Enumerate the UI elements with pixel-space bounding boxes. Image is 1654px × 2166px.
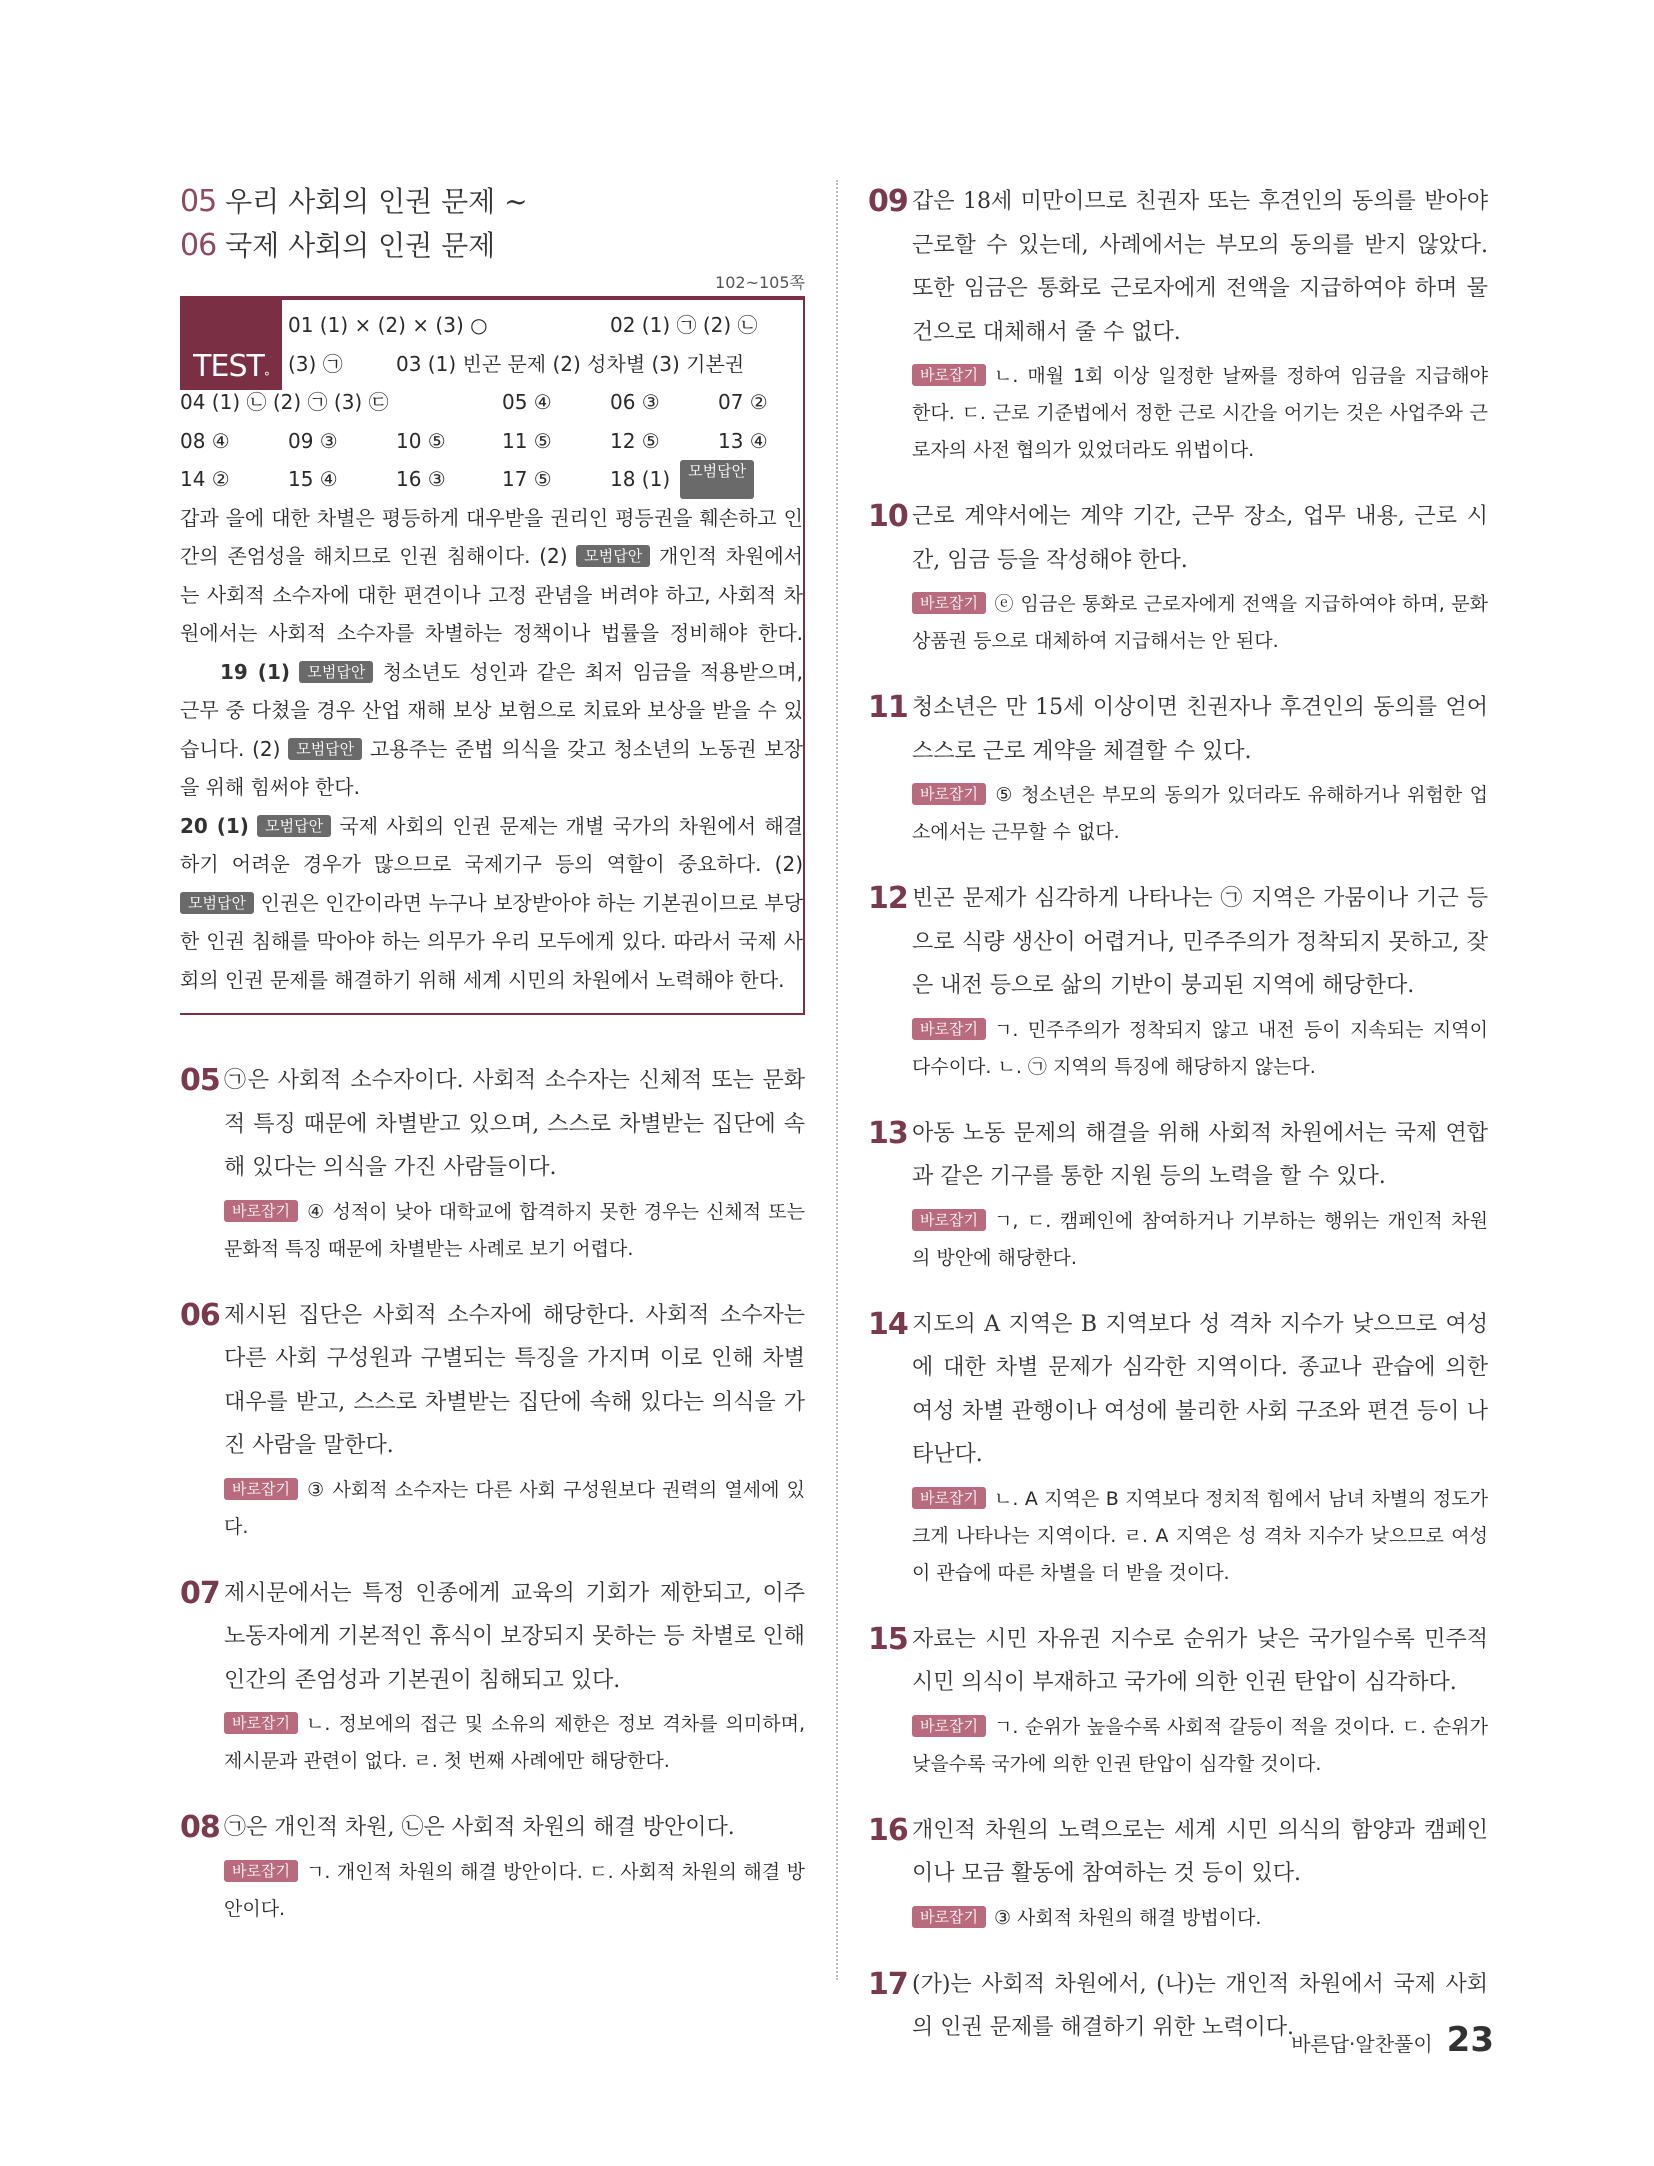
question-12 <box>868 877 1488 1086</box>
correction-tag: 바로잡기 <box>912 1018 986 1040</box>
test-answers: 01 (1) × (2) × (3) ○ 02 (1) ㉠ (2) ㉡ (3) ㉠ 03 (1) 빈곤 문제 (2) 성차별 (3) 기본권 04 (1) ㉡ (2) ㉠ (3) ㉢ 05 ④ 06 ③ 07 ② 08 ④ 09 ③ 10 ⑤ 11 ⑤ 12 ⑤ 13 ④ 14 ② 15 ④ 16 ③ 17 ⑤ 18 (1) 모범답안 갑과 을에 대한 차별은 평등하게 대우받을 권리인 평등권을 훼손하고 인간의 존엄성을 해치므로 인권 침해이다. (2) 모범답안 개인적 차원에서는 사회적 소수자에 대한 편견이나 고정 관념을 버려야 하고, 사회적 차원에서는 사회적 소수자를 차별하는 정책이나 법률을 정비해야 한다. 19 (1) 모범답안 청소년도 성인과 같은 최저 임금을 적용받으며, 근무 중 다쳤을 경우 산업 재해 보상 보험으로 치료와 보상을 받을 수 있습니다. (2) 모범답안 고용주는 준법 의식을 갖고 청소년의 노동권 보장을 위해 힘써야 한다. 20 (1) 모범답안 국제 사회의 인권 문제는 개별 국가의 차원에서 해결하기 어려운 경우가 많으므로 국제기구 등의 역할이 중요하다. (2) 모범답안 인권은 인간이라면 누구나 보장받아야 하는 기본권이므로 부당한 인권 침해를 막아야 하는 의무가 우리 모두에게 있다. 따라서 국제 사회의 인권 문제를 해결하기 위해 세계 시민의 차원에서 노력해야 한다. <box>180 306 803 999</box>
correction-tag: 바로잡기 <box>912 1715 986 1737</box>
question-16 <box>868 1809 1488 1937</box>
correction-note: 바로잡기 ⓔ 임금은 통화로 근로자에게 전액을 지급하여야 하며, 문화 상품권 등으로 대체하여 지급해서는 안 된다. <box>912 593 1488 652</box>
question-explanation: 갑은 18세 미만이므로 친권자 또는 후견인의 동의를 받아야 근로할 수 있는데, 사례에서는 부모의 동의를 받지 않았다. 또한 임금은 통화로 근로자에게 전액을 지급하여야 하며 물건으로 대체해서 줄 수 없다. <box>912 189 1488 345</box>
question-number: 17 <box>868 1966 908 2002</box>
correction-tag: 바로잡기 <box>912 1209 986 1231</box>
question-explanation: 빈곤 문제가 심각하게 나타나는 ㉠ 지역은 가뭄이나 기근 등으로 식량 생산이 어렵거나, 민주주의가 정착되지 못하고, 잦은 내전 등으로 삶의 기반이 붕괴된 지역에 해당한다. <box>912 886 1488 998</box>
footer-title: 바른답·알찬풀이 <box>1291 2032 1433 2056</box>
correction-tag: 바로잡기 <box>912 1906 986 1928</box>
question-explanation: 자료는 시민 자유권 지수로 순위가 낮은 국가일수록 민주적 시민 의식이 부재하고 국가에 의한 인권 탄압이 심각하다. <box>912 1626 1488 1695</box>
page-footer <box>1291 2020 1494 2060</box>
question-number: 05 <box>180 1063 220 1098</box>
model-answer-tag: 모범답안 <box>180 892 254 914</box>
question-number: 06 <box>180 1297 220 1333</box>
question-explanation: 제시문에서는 특정 인종에게 교육의 기회가 제한되고, 이주 노동자에게 기본적인 휴식이 보장되지 못하는 등 차별로 인해 인간의 존엄성과 기본권이 침해되고 있다. <box>224 1580 805 1693</box>
test-badge: TEST $^\circ$ <box>180 300 282 390</box>
question-explanation: ㉠은 개인적 차원, ㉡은 사회적 차원의 해결 방안이다. <box>224 1815 735 1840</box>
question-11 <box>868 686 1488 851</box>
question-10 <box>868 495 1488 660</box>
question-explanation: 청소년은 만 15세 이상이면 친권자나 후견인의 동의를 얻어 스스로 근로 계약을 체결할 수 있다. <box>912 695 1488 764</box>
correction-tag: 바로잡기 <box>912 592 986 614</box>
correction-note: 바로잡기 ㄴ. 정보에의 접근 및 소유의 제한은 정보 격차를 의미하며, 제시문과 관련이 없다. ㄹ. 첫 번째 사례에만 해당한다. <box>224 1713 805 1772</box>
question-05 <box>180 1059 805 1268</box>
section-title-1: 05 우리 사회의 인권 문제 ~ <box>180 184 528 219</box>
question-explanation: ㉠은 사회적 소수자이다. 사회적 소수자는 신체적 또는 문화적 특징 때문에 차별받고 있으며, 스스로 차별받는 집단에 속해 있다는 의식을 가진 사람들이다. <box>224 1068 805 1180</box>
question-number: 11 <box>868 690 908 725</box>
correction-tag: 바로잡기 <box>224 1860 298 1882</box>
question-explanation: 개인적 차원의 노력으로는 세계 시민 의식의 함양과 캠페인이나 모금 활동에 참여하는 것 등이 있다. <box>912 1817 1488 1886</box>
question-number: 13 <box>868 1115 908 1151</box>
correction-note: 바로잡기 ④ 성적이 낮아 대학교에 합격하지 못한 경우는 신체적 또는 문화적 특징 때문에 차별받는 사례로 보기 어렵다. <box>224 1200 805 1260</box>
question-explanation: (가)는 사회적 차원에서, (나)는 개인적 차원에서 국제 사회의 인권 문제를 해결하기 위한 노력이다. <box>912 1971 1488 2040</box>
page-range: 102~105쪽 <box>715 273 805 292</box>
question-number: 15 <box>868 1621 908 1657</box>
correction-note: 바로잡기 ㄱ. 민주주의가 정착되지 않고 내전 등이 지속되는 지역이 다수이다. ㄴ. ㉠ 지역의 특징에 해당하지 않는다. <box>912 1018 1488 1078</box>
correction-note: 바로잡기 ③ 사회적 소수자는 다른 사회 구성원보다 권력의 열세에 있다. <box>224 1478 805 1538</box>
question-number: 07 <box>180 1575 220 1611</box>
correction-note: 바로잡기 ㄱ, ㄷ. 캠페인에 참여하거나 기부하는 행위는 개인적 차원의 방안에 해당한다. <box>912 1209 1488 1269</box>
question-15 <box>868 1618 1488 1783</box>
question-number: 12 <box>868 881 908 916</box>
model-answer-tag: 모범답안 <box>288 738 362 760</box>
section-number-1: 05 <box>180 184 217 219</box>
left-column <box>180 180 805 1954</box>
question-number: 08 <box>180 1810 220 1845</box>
section-number-2: 06 <box>180 228 217 263</box>
right-questions <box>868 180 1488 2050</box>
test-answer-box <box>180 296 805 1015</box>
correction-note: 바로잡기 ㄱ. 개인적 차원의 해결 방안이다. ㄷ. 사회적 차원의 해결 방안이다. <box>224 1861 805 1920</box>
model-answer-tag: 모범답안 <box>257 815 331 837</box>
model-answer-tag: 모범답안 <box>680 460 754 499</box>
question-number: 16 <box>868 1812 908 1848</box>
question-explanation: 아동 노동 문제의 해결을 위해 사회적 차원에서는 국제 연합과 같은 기구를 통한 지원 등의 노력을 할 수 있다. <box>912 1120 1488 1189</box>
question-07 <box>180 1572 805 1781</box>
question-explanation: 근로 계약서에는 계약 기간, 근무 장소, 업무 내용, 근로 시간, 임금 등을 작성해야 한다. <box>912 504 1488 573</box>
correction-tag: 바로잡기 <box>912 1487 986 1509</box>
correction-tag: 바로잡기 <box>224 1200 298 1222</box>
question-06 <box>180 1294 805 1546</box>
question-14 <box>868 1303 1488 1592</box>
question-13 <box>868 1112 1488 1277</box>
column-divider <box>836 180 838 1980</box>
correction-note: 바로잡기 ㄴ. 매월 1회 이상 일정한 날짜를 정하여 임금을 지급해야 한다. ㄷ. 근로 기준법에서 정한 근로 시간을 어기는 것은 사업주와 근로자의 사전 협의가 있었더라도 위법이다. <box>912 365 1488 461</box>
question-number: 09 <box>868 184 908 219</box>
question-number: 10 <box>868 499 908 534</box>
question-explanation: 제시된 집단은 사회적 소수자에 해당한다. 사회적 소수자는 다른 사회 구성원과 구별되는 특징을 가지며 이로 인해 차별 대우를 받고, 스스로 차별받는 집단에 속해 있다는 의식을 가진 사람을 말한다. <box>224 1302 805 1458</box>
question-08 <box>180 1806 805 1928</box>
section-title-2: 06 국제 사회의 인권 문제 <box>180 228 496 263</box>
test-answer-20: 20 (1) 모범답안 국제 사회의 인권 문제는 개별 국가의 차원에서 해결하기 어려운 경우가 많으므로 국제기구 등의 역할이 중요하다. (2) 모범답안 인권은 인간이라면 누구나 보장받아야 하는 기본권이므로 부당한 인권 침해를 막아야 하는 의무가 우리 모두에게 있다. 따라서 국제 사회의 인권 문제를 해결하기 위해 세계 시민의 차원에서 노력해야 한다. <box>180 813 804 992</box>
question-09 <box>868 180 1488 469</box>
test-answer-18: 갑과 을에 대한 차별은 평등하게 대우받을 권리인 평등권을 훼손하고 인간의 존엄성을 해치므로 인권 침해이다. (2) 모범답안 개인적 차원에서는 사회적 소수자에 대한 편견이나 고정 관념을 버려야 하고, 사회적 차원에서는 사회적 소수자를 차별하는 정책이나 법률을 정비해야 한다. 19 (1) 모범답안 청소년도 성인과 같은 최저 임금을 적용받으며, 근무 중 다쳤을 경우 산업 재해 보상 보험으로 치료와 보상을 받을 수 있습니다. (2) 모범답안 고용주는 준법 의식을 갖고 청소년의 노동권 보장을 위해 힘써야 한다. <box>180 505 804 799</box>
correction-note: 바로잡기 ③ 사회적 차원의 해결 방법이다. <box>912 1900 1488 1937</box>
correction-tag: 바로잡기 <box>912 783 986 805</box>
left-questions <box>180 1059 805 1928</box>
model-answer-tag: 모범답안 <box>576 545 650 567</box>
correction-tag: 바로잡기 <box>224 1712 298 1734</box>
question-explanation: 지도의 A 지역은 B 지역보다 성 격차 지수가 낮으므로 여성에 대한 차별 문제가 심각한 지역이다. 종교나 관습에 의한 여성 차별 관행이나 여성에 불리한 사회 구조와 편견 등이 나타난다. <box>912 1311 1488 1467</box>
page-number: 23 <box>1446 2020 1494 2060</box>
correction-note: 바로잡기 ㄱ. 순위가 높을수록 사회적 갈등이 적을 것이다. ㄷ. 순위가 낮을수록 국가에 의한 인권 탄압이 심각할 것이다. <box>912 1715 1488 1775</box>
right-column <box>868 180 1488 2076</box>
model-answer-tag: 모범답안 <box>299 661 373 683</box>
correction-tag: 바로잡기 <box>224 1478 298 1500</box>
correction-note: 바로잡기 ⑤ 청소년은 부모의 동의가 있더라도 유해하거나 위험한 업소에서는 근무할 수 없다. <box>912 784 1488 843</box>
correction-note: 바로잡기 ㄴ. A 지역은 B 지역보다 정치적 힘에서 남녀 차별의 정도가 크게 나타나는 지역이다. ㄹ. A 지역은 성 격차 지수가 낮으므로 여성이 관습에 따른 차별을 더 받을 것이다. <box>912 1487 1488 1584</box>
question-number: 14 <box>868 1306 908 1342</box>
correction-tag: 바로잡기 <box>912 364 986 386</box>
